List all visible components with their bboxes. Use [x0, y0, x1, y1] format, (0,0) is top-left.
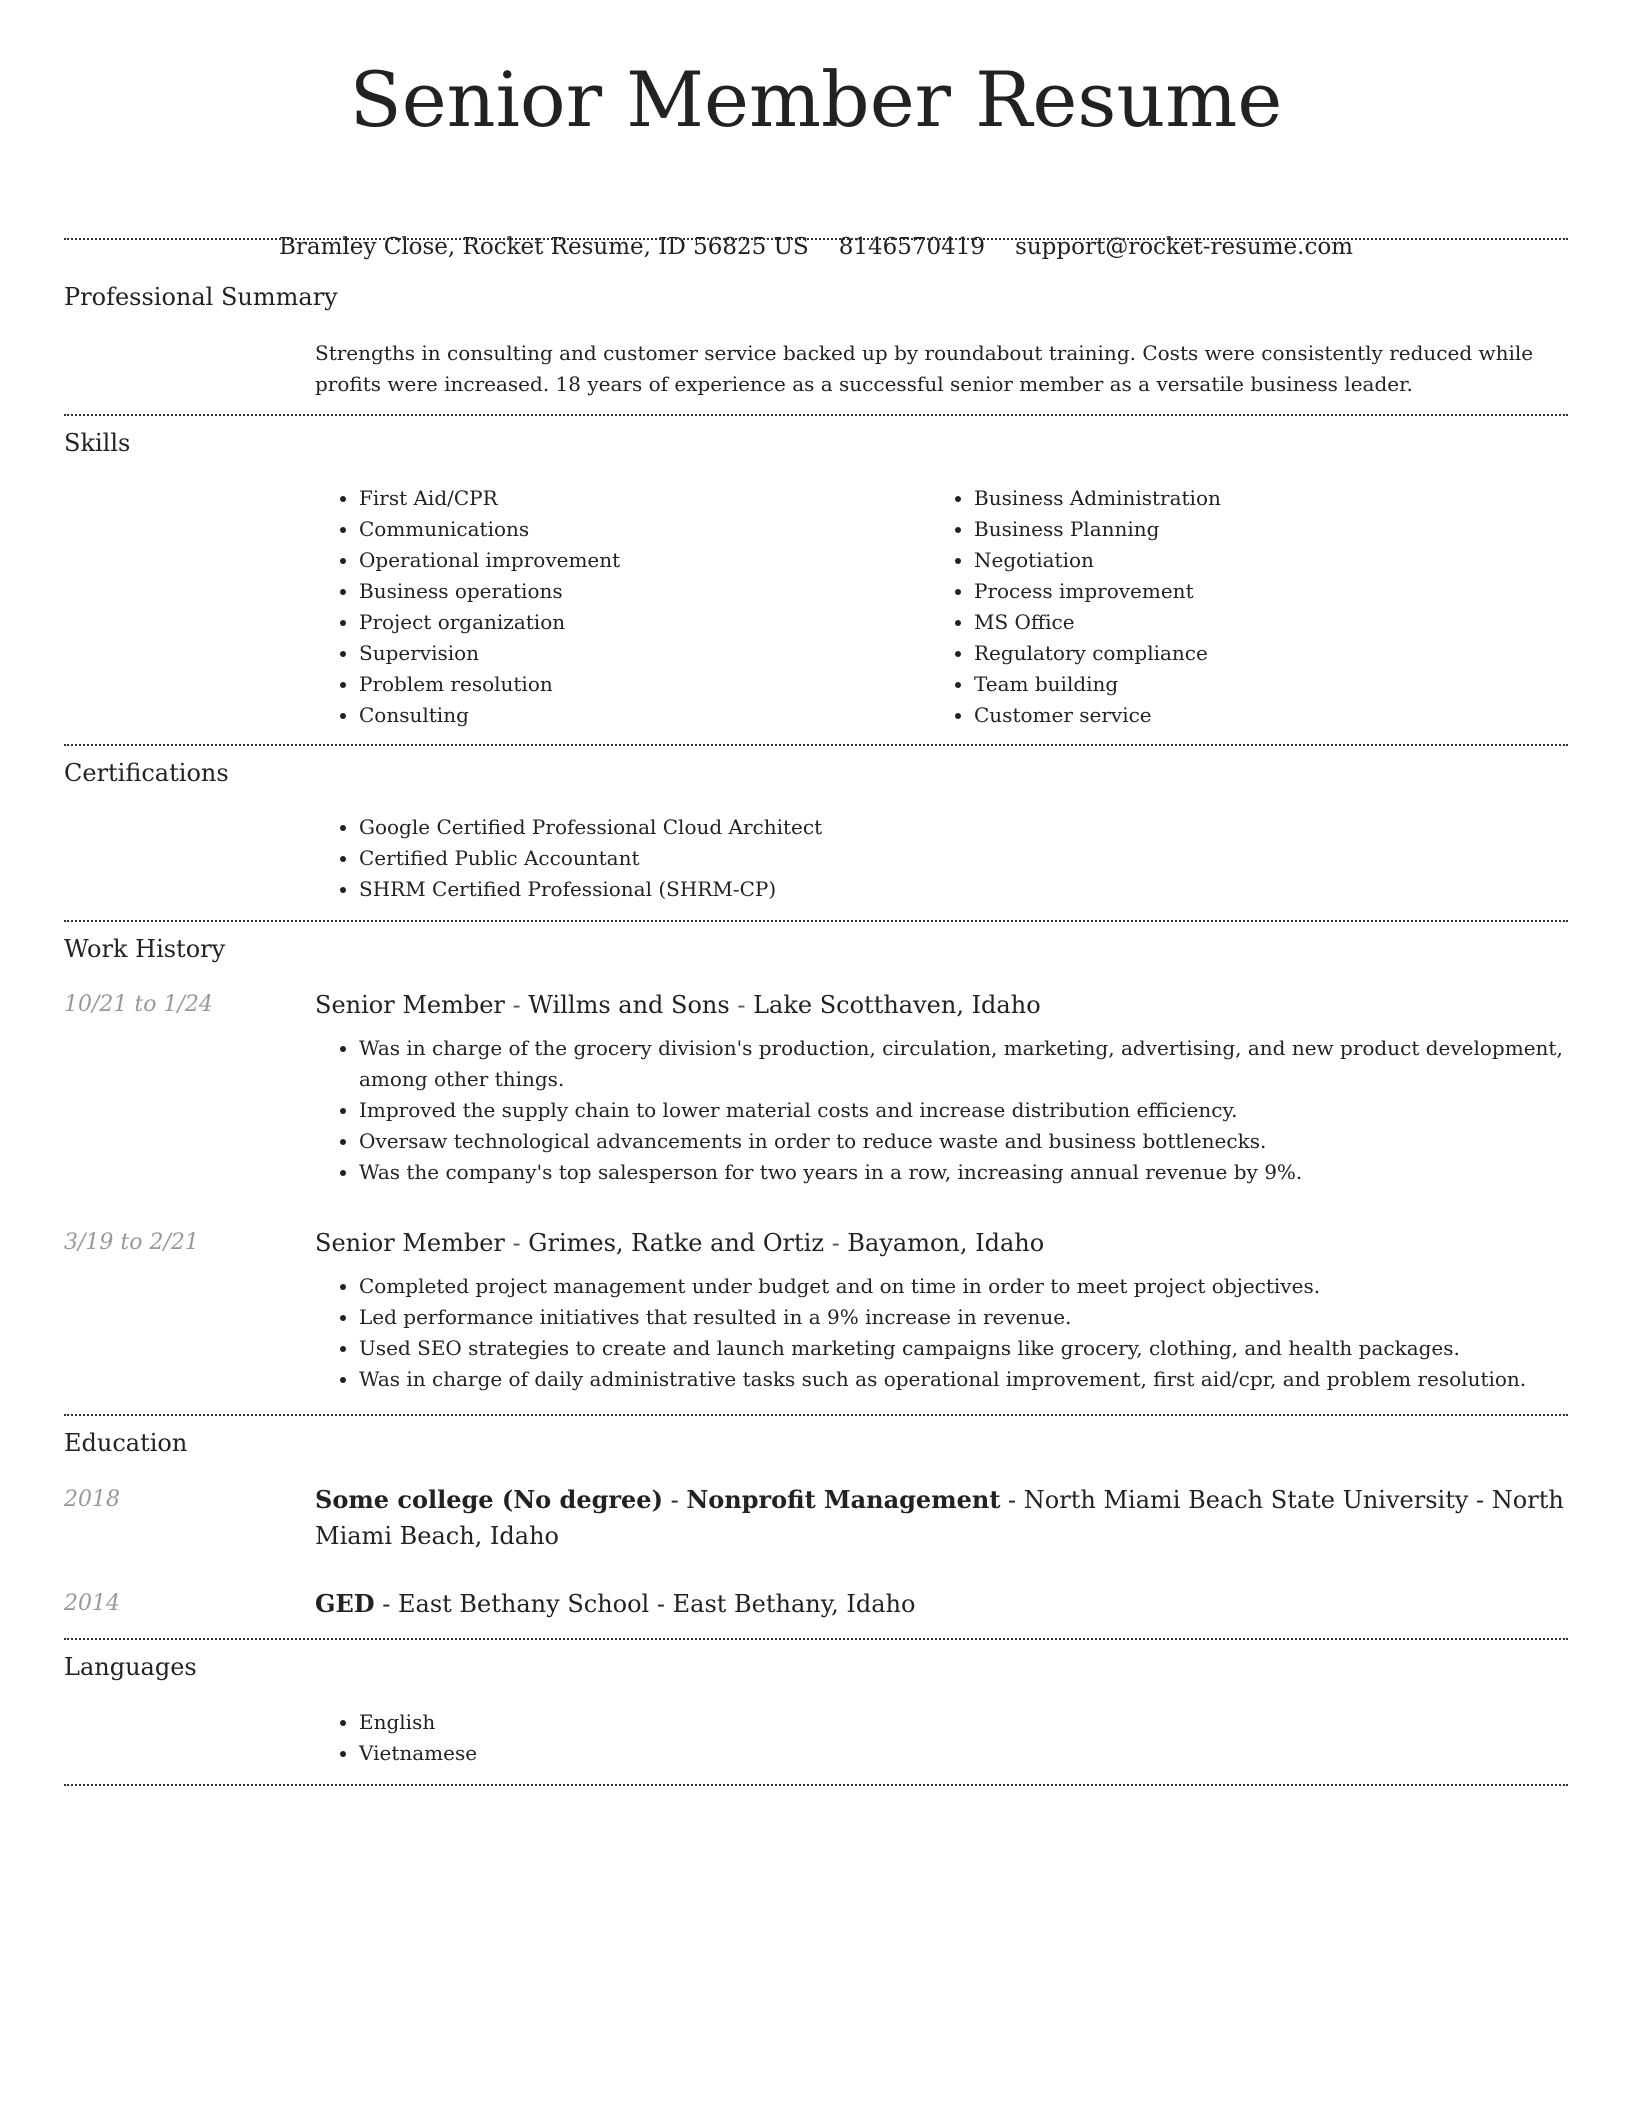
- divider: [64, 238, 1568, 240]
- list-item: • SHRM Certified Professional (SHRM-CP): [359, 874, 1568, 905]
- contact-line: [64, 232, 1568, 262]
- education-year: 2014: [64, 1591, 120, 1616]
- education-school: North Miami Beach State University: [1023, 1486, 1469, 1514]
- divider: [64, 920, 1568, 922]
- list-item: • Supervision: [359, 638, 930, 669]
- education-location: East Bethany, Idaho: [672, 1590, 916, 1618]
- section-title-work-history: Work History: [64, 935, 226, 963]
- resume-header: [64, 0, 1568, 148]
- list-item: • Team building: [974, 669, 1545, 700]
- job-title: Senior Member - Grimes, Ratke and Ortiz - Bayamon, Idaho: [315, 1229, 1045, 1257]
- education-entry: [315, 1482, 1568, 1554]
- job-company: Willms and Sons: [528, 991, 730, 1019]
- list-item: • Was the company's top salesperson for two years in a row, increasing annual revenue by 9%.: [359, 1157, 1568, 1188]
- certifications-section: [315, 812, 1568, 905]
- certifications-list: [315, 812, 1568, 905]
- list-item: • Negotiation: [974, 545, 1545, 576]
- list-item: • Communications: [359, 514, 930, 545]
- job-entry: [315, 987, 1568, 1188]
- job-bullets: [315, 1033, 1568, 1188]
- list-item: • Business operations: [359, 576, 930, 607]
- list-item: • Business Administration: [974, 483, 1545, 514]
- job-dates: 10/21 to 1/24: [64, 992, 213, 1017]
- education-field: Nonprofit Management: [686, 1485, 1001, 1514]
- list-item: • First Aid/CPR: [359, 483, 930, 514]
- education-year: 2018: [64, 1487, 120, 1512]
- education-school: East Bethany School: [398, 1590, 650, 1618]
- list-item: • Process improvement: [974, 576, 1545, 607]
- job-dates: 3/19 to 2/21: [64, 1230, 199, 1255]
- job-company: Grimes, Ratke and Ortiz: [528, 1229, 824, 1257]
- skills-list-left: [315, 483, 930, 731]
- list-item: • Vietnamese: [359, 1738, 1568, 1769]
- education-degree: Some college (No degree): [315, 1485, 663, 1514]
- section-title-certifications: Certifications: [64, 759, 229, 787]
- list-item: • Business Planning: [974, 514, 1545, 545]
- job-entry: [315, 1225, 1568, 1395]
- education-degree: GED: [315, 1589, 375, 1618]
- section-title-skills: Skills: [64, 429, 131, 457]
- section-title-languages: Languages: [64, 1653, 197, 1681]
- list-item: • Operational improvement: [359, 545, 930, 576]
- list-item: • Certified Public Accountant: [359, 843, 1568, 874]
- list-item: • Led performance initiatives that resulted in a 9% increase in revenue.: [359, 1302, 1568, 1333]
- languages-section: [315, 1707, 1568, 1769]
- job-role: Senior Member: [315, 1229, 505, 1257]
- job-location: Bayamon, Idaho: [847, 1229, 1045, 1257]
- contact-phone: 8146570419: [838, 234, 986, 260]
- divider: [64, 1414, 1568, 1416]
- divider: [64, 1784, 1568, 1786]
- list-item: • Project organization: [359, 607, 930, 638]
- list-item: • Customer service: [974, 700, 1545, 731]
- list-item: • Was in charge of daily administrative tasks such as operational improvement, first aid/cpr, and problem resolution.: [359, 1364, 1568, 1395]
- divider: [64, 744, 1568, 746]
- section-title-education: Education: [64, 1429, 188, 1457]
- contact-address: Bramley Close, Rocket Resume, ID 56825 US: [279, 234, 809, 260]
- education-location: North Miami Beach, Idaho: [315, 1486, 1564, 1550]
- list-item: • Completed project management under budget and on time in order to meet project objectives.: [359, 1271, 1568, 1302]
- job-bullets: [315, 1271, 1568, 1395]
- education-line: Some college (No degree) - Nonprofit Management - North Miami Beach State University - North Miami Beach, Idaho: [315, 1485, 1564, 1550]
- list-item: • Regulatory compliance: [974, 638, 1545, 669]
- page-title: Senior Member Resume: [349, 55, 1283, 144]
- job-role: Senior Member: [315, 991, 505, 1019]
- list-item: • Oversaw technological advancements in order to reduce waste and business bottlenecks.: [359, 1126, 1568, 1157]
- education-entry: [315, 1586, 1568, 1622]
- section-title-summary: Professional Summary: [64, 283, 338, 311]
- list-item: • MS Office: [974, 607, 1545, 638]
- contact-email: support@rocket-resume.com: [1015, 234, 1353, 260]
- list-item: • Problem resolution: [359, 669, 930, 700]
- summary-text: Strengths in consulting and customer service backed up by roundabout training. Costs were consistently reduced while profits were increased. 18 years of experience as a successful senior member as a versatile business leader.: [315, 341, 1534, 396]
- languages-list: [315, 1707, 1568, 1769]
- summary-section: [315, 338, 1568, 400]
- divider: [64, 1638, 1568, 1640]
- list-item: • Improved the supply chain to lower material costs and increase distribution efficiency.: [359, 1095, 1568, 1126]
- list-item: • Was in charge of the grocery division's production, circulation, marketing, advertising, and new product development, among other things.: [359, 1033, 1568, 1095]
- skills-list-right: [930, 483, 1545, 731]
- skills-section: [315, 483, 1568, 731]
- resume-page: [64, 0, 1568, 1765]
- job-location: Lake Scotthaven, Idaho: [753, 991, 1041, 1019]
- list-item: • English: [359, 1707, 1568, 1738]
- education-line: GED - East Bethany School - East Bethany, Idaho: [315, 1589, 916, 1618]
- list-item: • Consulting: [359, 700, 930, 731]
- job-title: Senior Member - Willms and Sons - Lake Scotthaven, Idaho: [315, 991, 1041, 1019]
- list-item: • Google Certified Professional Cloud Architect: [359, 812, 1568, 843]
- divider: [64, 414, 1568, 416]
- list-item: • Used SEO strategies to create and launch marketing campaigns like grocery, clothing, and health packages.: [359, 1333, 1568, 1364]
